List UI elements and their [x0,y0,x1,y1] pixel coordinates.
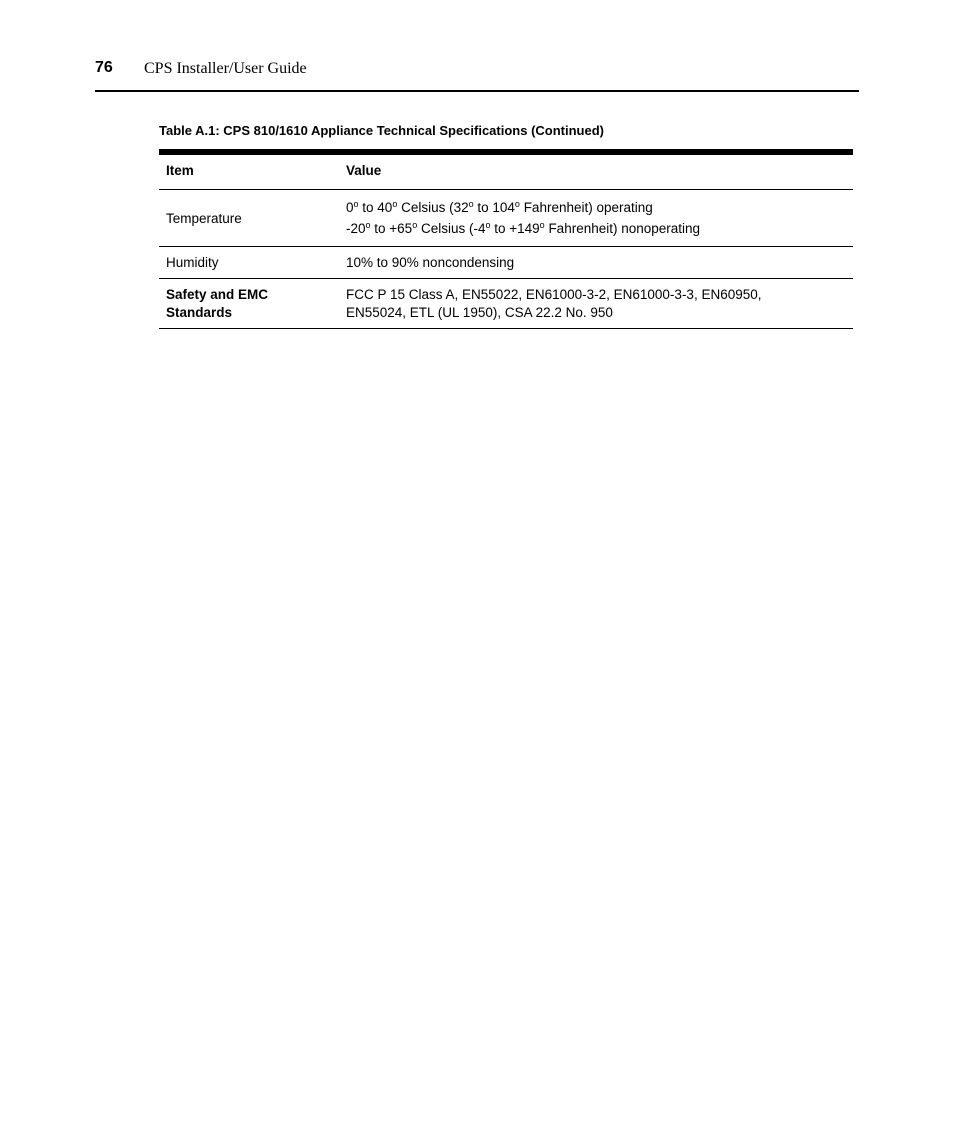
specifications-table [159,149,853,329]
column-header-item: Item [166,163,194,178]
table-header-row [159,155,853,190]
page-number: 76 [95,59,113,76]
value-line: EN55024, ETL (UL 1950), CSA 22.2 No. 950 [346,304,613,320]
value-line: 10% to 90% noncondensing [346,254,515,270]
item-line: Safety and EMC [166,286,269,302]
running-header [95,58,859,92]
value-cell [346,247,853,278]
table-row-temperature [159,190,853,247]
item-cell: Humidity [166,255,219,270]
item-cell: Temperature [166,210,242,226]
temperature-operating-line: 0$^o$ to 40$^o$ Celsius (32$^o$ to 104$^o$ Fahrenheit) operating [346,199,653,215]
column-header-value: Value [346,163,382,178]
item-cell [159,279,346,328]
item-line: Standards [166,304,233,320]
value-cell [346,279,853,328]
temperature-nonoperating-line: -20$^o$ to $+65^o$ Celsius (-4$^o$ to $+149^o$ Fahrenheit) nonoperating [346,220,701,236]
value-cell [346,190,853,246]
running-title: CPS Installer/User Guide [144,60,307,77]
value-line: FCC P 15 Class A, EN55022, EN61000-3-2, EN61000-3-3, EN60950, [346,286,762,302]
table-row-safety-emc [159,279,853,329]
table-caption: Table A.1: CPS 810/1610 Appliance Technical Specifications (Continued) [159,123,605,138]
table-row-humidity [159,247,853,279]
